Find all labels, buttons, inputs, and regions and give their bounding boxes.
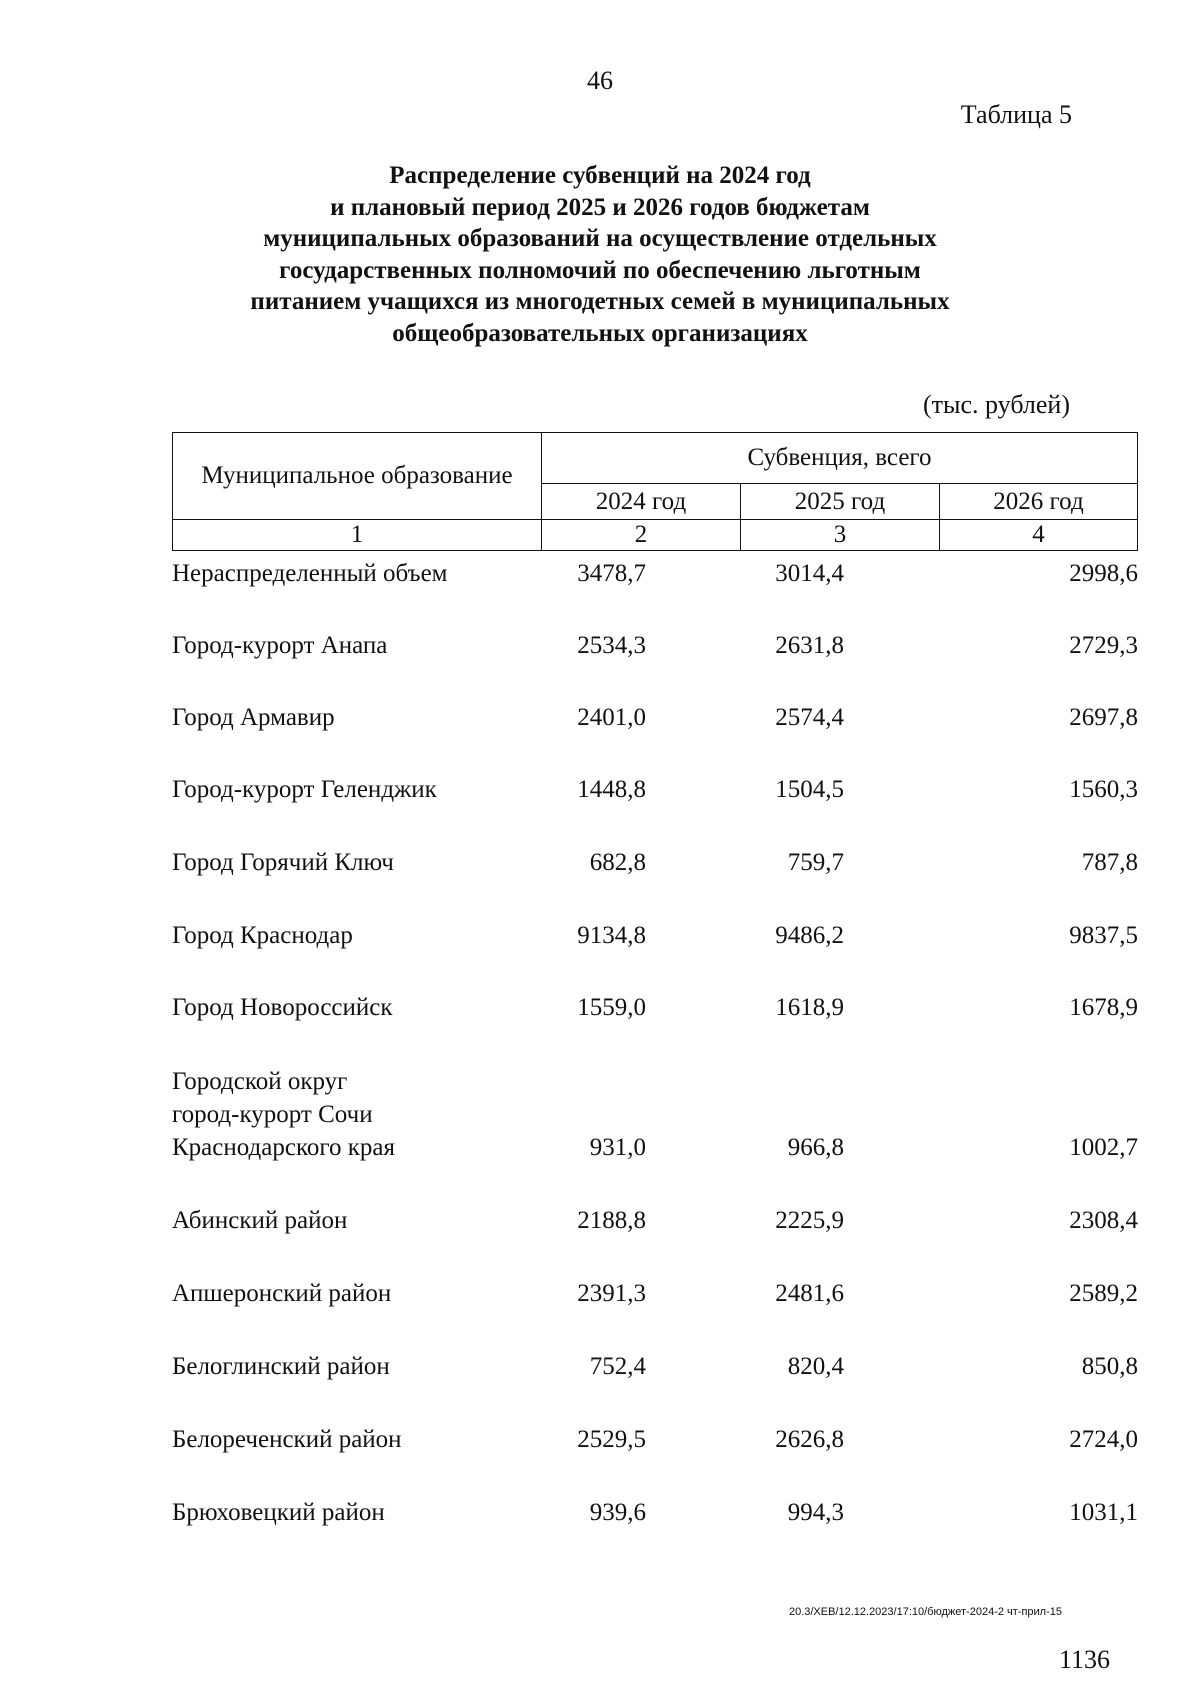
- value-2026: 1031,1: [1069, 1499, 1138, 1526]
- value-2026: 9837,5: [1069, 922, 1138, 949]
- table-label: Таблица 5: [960, 100, 1072, 129]
- value-2024: 1448,8: [577, 776, 646, 803]
- document-title: [150, 160, 1050, 349]
- value-2025: 2631,8: [775, 632, 844, 659]
- value-2024: 3478,7: [577, 560, 646, 587]
- value-2024: 2529,5: [577, 1426, 646, 1453]
- value-2026: 2724,0: [1069, 1426, 1138, 1453]
- value-2025: 2574,4: [775, 704, 844, 731]
- value-2024: 2188,8: [577, 1207, 646, 1234]
- value-2026: 787,8: [1081, 849, 1138, 876]
- column-number: 4: [939, 519, 1138, 551]
- value-2025: 2225,9: [775, 1207, 844, 1234]
- value-2026: 1560,3: [1069, 776, 1138, 803]
- value-2026: 1002,7: [1069, 1134, 1138, 1161]
- municipality-name-line: Городской округ: [172, 1068, 348, 1095]
- header-year-2024: 2024 год: [541, 483, 741, 520]
- value-2026: 2308,4: [1069, 1207, 1138, 1234]
- value-2025: 820,4: [787, 1353, 844, 1380]
- value-2026: 2697,8: [1069, 704, 1138, 731]
- value-2026: 2998,6: [1069, 560, 1138, 587]
- value-2024: 752,4: [589, 1353, 646, 1380]
- municipality-name: Город Новороссийск: [172, 994, 393, 1021]
- value-2025: 759,7: [787, 849, 844, 876]
- value-2025: 966,8: [787, 1134, 844, 1161]
- title-line: государственных полномочий по обеспечению льготным: [279, 256, 921, 284]
- column-number: 3: [740, 519, 940, 551]
- municipality-name: Апшеронский район: [172, 1280, 392, 1307]
- value-2024: 9134,8: [577, 922, 646, 949]
- sheet-number: 1136: [1058, 1645, 1110, 1674]
- title-line: и плановый период 2025 и 2026 годов бюджетам: [330, 193, 870, 221]
- value-2025: 1504,5: [775, 776, 844, 803]
- value-2024: 2391,3: [577, 1280, 646, 1307]
- column-number: 2: [541, 519, 741, 551]
- municipality-name: Брюховецкий район: [172, 1499, 385, 1526]
- municipality-name-line: Краснодарского края: [172, 1134, 395, 1161]
- municipality-name: Нераспределенный объем: [172, 560, 448, 587]
- value-2024: 1559,0: [577, 994, 646, 1021]
- page-number: 46: [587, 66, 613, 95]
- municipality-name: Город Армавир: [172, 704, 335, 731]
- value-2025: 2481,6: [775, 1280, 844, 1307]
- municipality-name: Город Горячий Ключ: [172, 849, 394, 876]
- value-2025: 3014,4: [775, 560, 844, 587]
- title-line: муниципальных образований на осуществление отдельных: [263, 225, 937, 252]
- table-header: [172, 432, 1138, 557]
- value-2025: 2626,8: [775, 1426, 844, 1453]
- header-subvention: Субвенция, всего: [541, 432, 1138, 484]
- value-2026: 850,8: [1081, 1353, 1138, 1380]
- value-2024: 2401,0: [577, 704, 646, 731]
- title-line: питанием учащихся из многодетных семей в муниципальных: [250, 288, 950, 315]
- value-2024: 2534,3: [577, 632, 646, 659]
- value-2025: 994,3: [787, 1499, 844, 1526]
- value-2026: 2589,2: [1069, 1280, 1138, 1307]
- municipality-name: Абинский район: [172, 1207, 348, 1234]
- municipality-name: [172, 1065, 542, 1164]
- municipality-name: Белоглинский район: [172, 1353, 390, 1380]
- units-label: (тыс. рублей): [922, 390, 1070, 419]
- municipality-name-line: город-курорт Сочи: [172, 1101, 373, 1128]
- value-2026: 2729,3: [1069, 632, 1138, 659]
- municipality-name: Город-курорт Анапа: [172, 632, 388, 659]
- value-2024: 939,6: [589, 1499, 646, 1526]
- header-year-2026: 2026 год: [939, 483, 1138, 520]
- municipality-name: Город-курорт Геленджик: [172, 776, 437, 803]
- value-2024: 931,0: [589, 1134, 646, 1161]
- municipality-name: Город Краснодар: [172, 922, 353, 949]
- value-2024: 682,8: [589, 849, 646, 876]
- title-line: общеобразовательных организациях: [392, 319, 808, 347]
- municipality-name: Белореченский район: [172, 1426, 402, 1453]
- column-number: 1: [172, 519, 542, 551]
- value-2025: 9486,2: [775, 922, 844, 949]
- document-code: 20.3/ХЕВ/12.12.2023/17:10/бюджет-2024-2 чт-прил-15: [788, 1606, 1062, 1618]
- header-year-2025: 2025 год: [740, 483, 940, 520]
- header-municipality: Муниципальное образование: [172, 432, 542, 520]
- value-2025: 1618,9: [775, 994, 844, 1021]
- title-line: Распределение субвенций на 2024 год: [389, 162, 811, 189]
- value-2026: 1678,9: [1069, 994, 1138, 1021]
